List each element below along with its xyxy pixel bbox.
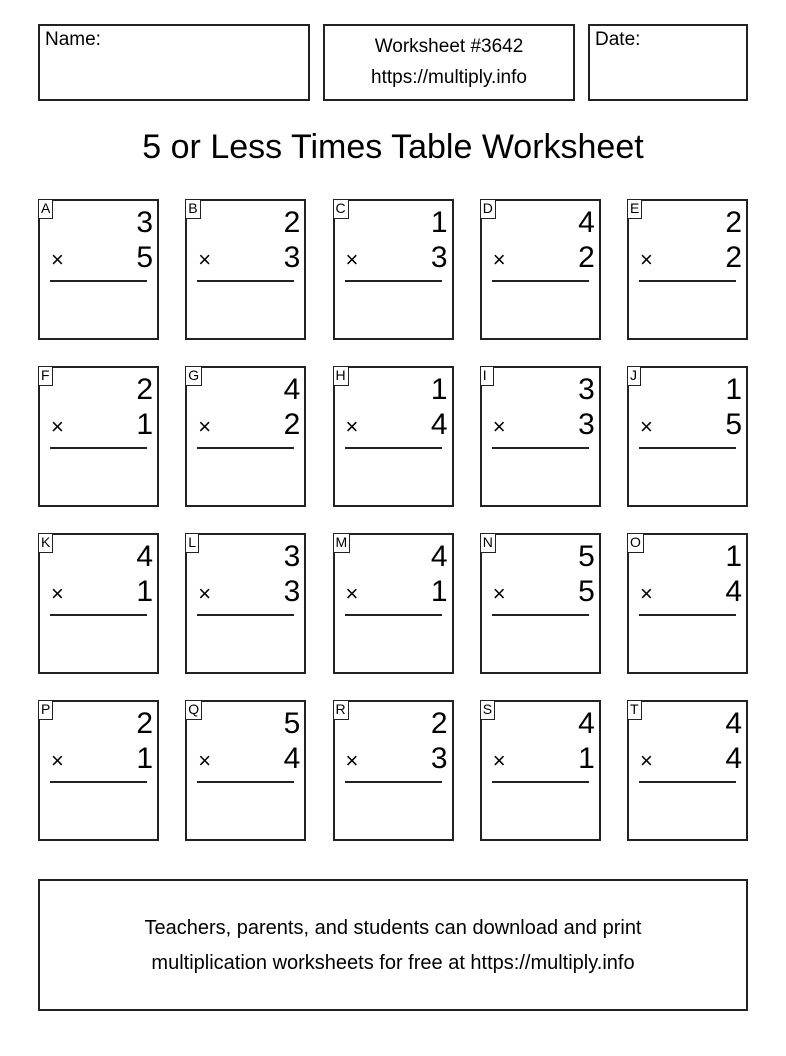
answer-line xyxy=(50,781,147,783)
problem-box[interactable] xyxy=(185,700,306,841)
multiplicand: 4 xyxy=(578,707,595,740)
times-sign: × xyxy=(51,581,64,606)
answer-line xyxy=(197,781,294,783)
multiplicand: 4 xyxy=(283,373,301,406)
times-sign: × xyxy=(492,581,506,606)
multiplier: 4 xyxy=(283,742,301,775)
problem-letter: A xyxy=(38,199,53,219)
problem-letter: T xyxy=(627,700,642,720)
answer-line xyxy=(492,781,589,783)
footer-box xyxy=(38,879,748,1011)
problem-box[interactable] xyxy=(333,533,454,674)
answer-line xyxy=(492,614,589,616)
times-sign: × xyxy=(51,414,64,439)
answer-line xyxy=(345,614,442,616)
problem-letter: M xyxy=(333,533,351,553)
problem-box[interactable] xyxy=(480,700,601,841)
answer-line xyxy=(50,614,147,616)
multiplicand: 2 xyxy=(430,707,448,740)
multiplicand: 2 xyxy=(136,707,153,740)
multiplicand: 4 xyxy=(725,707,742,740)
problem-letter: G xyxy=(185,366,202,386)
problem-box[interactable] xyxy=(185,199,306,340)
multiplicand: 5 xyxy=(578,540,595,573)
times-sign: × xyxy=(345,414,359,439)
times-sign: × xyxy=(640,581,653,606)
times-sign: × xyxy=(492,414,506,439)
problem-letter: S xyxy=(480,700,495,720)
multiplier: 4 xyxy=(430,408,448,441)
problem-box[interactable] xyxy=(480,366,601,507)
times-sign: × xyxy=(198,581,212,606)
answer-line xyxy=(639,447,736,449)
multiplicand: 1 xyxy=(725,540,742,573)
problem-box[interactable] xyxy=(185,533,306,674)
problem-letter: Q xyxy=(185,700,202,720)
worksheet-url: https://multiply.info xyxy=(371,67,527,88)
multiplier: 1 xyxy=(578,742,595,775)
multiplicand: 2 xyxy=(283,206,301,239)
answer-line xyxy=(197,614,294,616)
date-label: Date: xyxy=(595,29,641,50)
multiplier: 3 xyxy=(430,241,448,274)
times-sign: × xyxy=(345,748,359,773)
answer-line xyxy=(492,447,589,449)
multiplier: 3 xyxy=(283,575,301,608)
problem-box[interactable] xyxy=(627,199,748,340)
multiplicand: 1 xyxy=(430,206,448,239)
multiplier: 2 xyxy=(725,241,742,274)
worksheet-number: Worksheet #3642 xyxy=(374,36,524,57)
multiplicand: 2 xyxy=(725,206,742,239)
multiplier: 1 xyxy=(136,408,153,441)
problem-letter: L xyxy=(185,533,199,553)
multiplier: 3 xyxy=(578,408,595,441)
problem-box[interactable] xyxy=(333,199,454,340)
problem-letter: P xyxy=(38,700,53,720)
answer-line xyxy=(492,280,589,282)
times-sign: × xyxy=(492,748,506,773)
multiplicand: 4 xyxy=(430,540,448,573)
multiplicand: 2 xyxy=(136,373,153,406)
answer-line xyxy=(50,280,147,282)
times-sign: × xyxy=(345,247,359,272)
multiplier: 5 xyxy=(725,408,742,441)
problem-letter: K xyxy=(38,533,53,553)
times-sign: × xyxy=(198,247,212,272)
answer-line xyxy=(345,447,442,449)
multiplier: 2 xyxy=(578,241,595,274)
times-sign: × xyxy=(492,247,506,272)
multiplicand: 4 xyxy=(136,540,153,573)
problem-box[interactable] xyxy=(627,366,748,507)
answer-line xyxy=(345,781,442,783)
problem-box[interactable] xyxy=(333,700,454,841)
times-sign: × xyxy=(345,581,359,606)
problem-box[interactable] xyxy=(627,533,748,674)
times-sign: × xyxy=(640,247,653,272)
problem-letter: D xyxy=(480,199,496,219)
problem-letter: C xyxy=(333,199,349,219)
multiplicand: 3 xyxy=(578,373,595,406)
multiplier: 1 xyxy=(136,575,153,608)
problem-box[interactable] xyxy=(333,366,454,507)
problem-letter: N xyxy=(480,533,496,553)
multiplier: 2 xyxy=(283,408,301,441)
footer-text-line-1: Teachers, parents, and students can download and print xyxy=(144,917,642,939)
page-title: 5 or Less Times Table Worksheet xyxy=(142,128,644,166)
multiplicand: 5 xyxy=(283,707,301,740)
times-sign: × xyxy=(198,748,212,773)
multiplier: 4 xyxy=(725,742,742,775)
multiplier: 5 xyxy=(136,241,153,274)
multiplier: 3 xyxy=(283,241,301,274)
problem-box[interactable] xyxy=(38,366,159,507)
multiplicand: 3 xyxy=(283,540,301,573)
problem-box[interactable] xyxy=(38,533,159,674)
answer-line xyxy=(345,280,442,282)
problem-box[interactable] xyxy=(627,700,748,841)
problem-box[interactable] xyxy=(480,533,601,674)
worksheet-info-box xyxy=(323,24,575,101)
problem-grid xyxy=(38,199,748,842)
problem-box[interactable] xyxy=(185,366,306,507)
problem-box[interactable] xyxy=(480,199,601,340)
multiplier: 3 xyxy=(430,742,448,775)
times-sign: × xyxy=(51,247,64,272)
times-sign: × xyxy=(198,414,212,439)
problem-letter: J xyxy=(627,366,641,386)
problem-box[interactable] xyxy=(38,700,159,841)
multiplier: 1 xyxy=(136,742,153,775)
times-sign: × xyxy=(640,414,653,439)
problem-box[interactable] xyxy=(38,199,159,340)
problem-letter: O xyxy=(627,533,644,553)
date-field[interactable] xyxy=(588,24,748,101)
answer-line xyxy=(639,781,736,783)
multiplicand: 1 xyxy=(430,373,448,406)
name-label: Name: xyxy=(45,29,101,50)
multiplier: 4 xyxy=(725,575,742,608)
problem-letter: E xyxy=(627,199,642,219)
times-sign: × xyxy=(51,748,64,773)
multiplier: 5 xyxy=(578,575,595,608)
multiplier: 1 xyxy=(430,575,448,608)
footer-text-line-2: multiplication worksheets for free at https://multiply.info xyxy=(151,952,635,974)
answer-line xyxy=(50,447,147,449)
multiplicand: 4 xyxy=(578,206,595,239)
problem-letter: I xyxy=(480,366,494,386)
answer-line xyxy=(639,280,736,282)
multiplicand: 1 xyxy=(725,373,742,406)
problem-letter: R xyxy=(333,700,349,720)
problem-letter: B xyxy=(185,199,200,219)
problem-letter: F xyxy=(38,366,53,386)
answer-line xyxy=(639,614,736,616)
multiplicand: 3 xyxy=(136,206,153,239)
name-field[interactable] xyxy=(38,24,310,101)
answer-line xyxy=(197,447,294,449)
answer-line xyxy=(197,280,294,282)
problem-letter: H xyxy=(333,366,349,386)
times-sign: × xyxy=(640,748,653,773)
